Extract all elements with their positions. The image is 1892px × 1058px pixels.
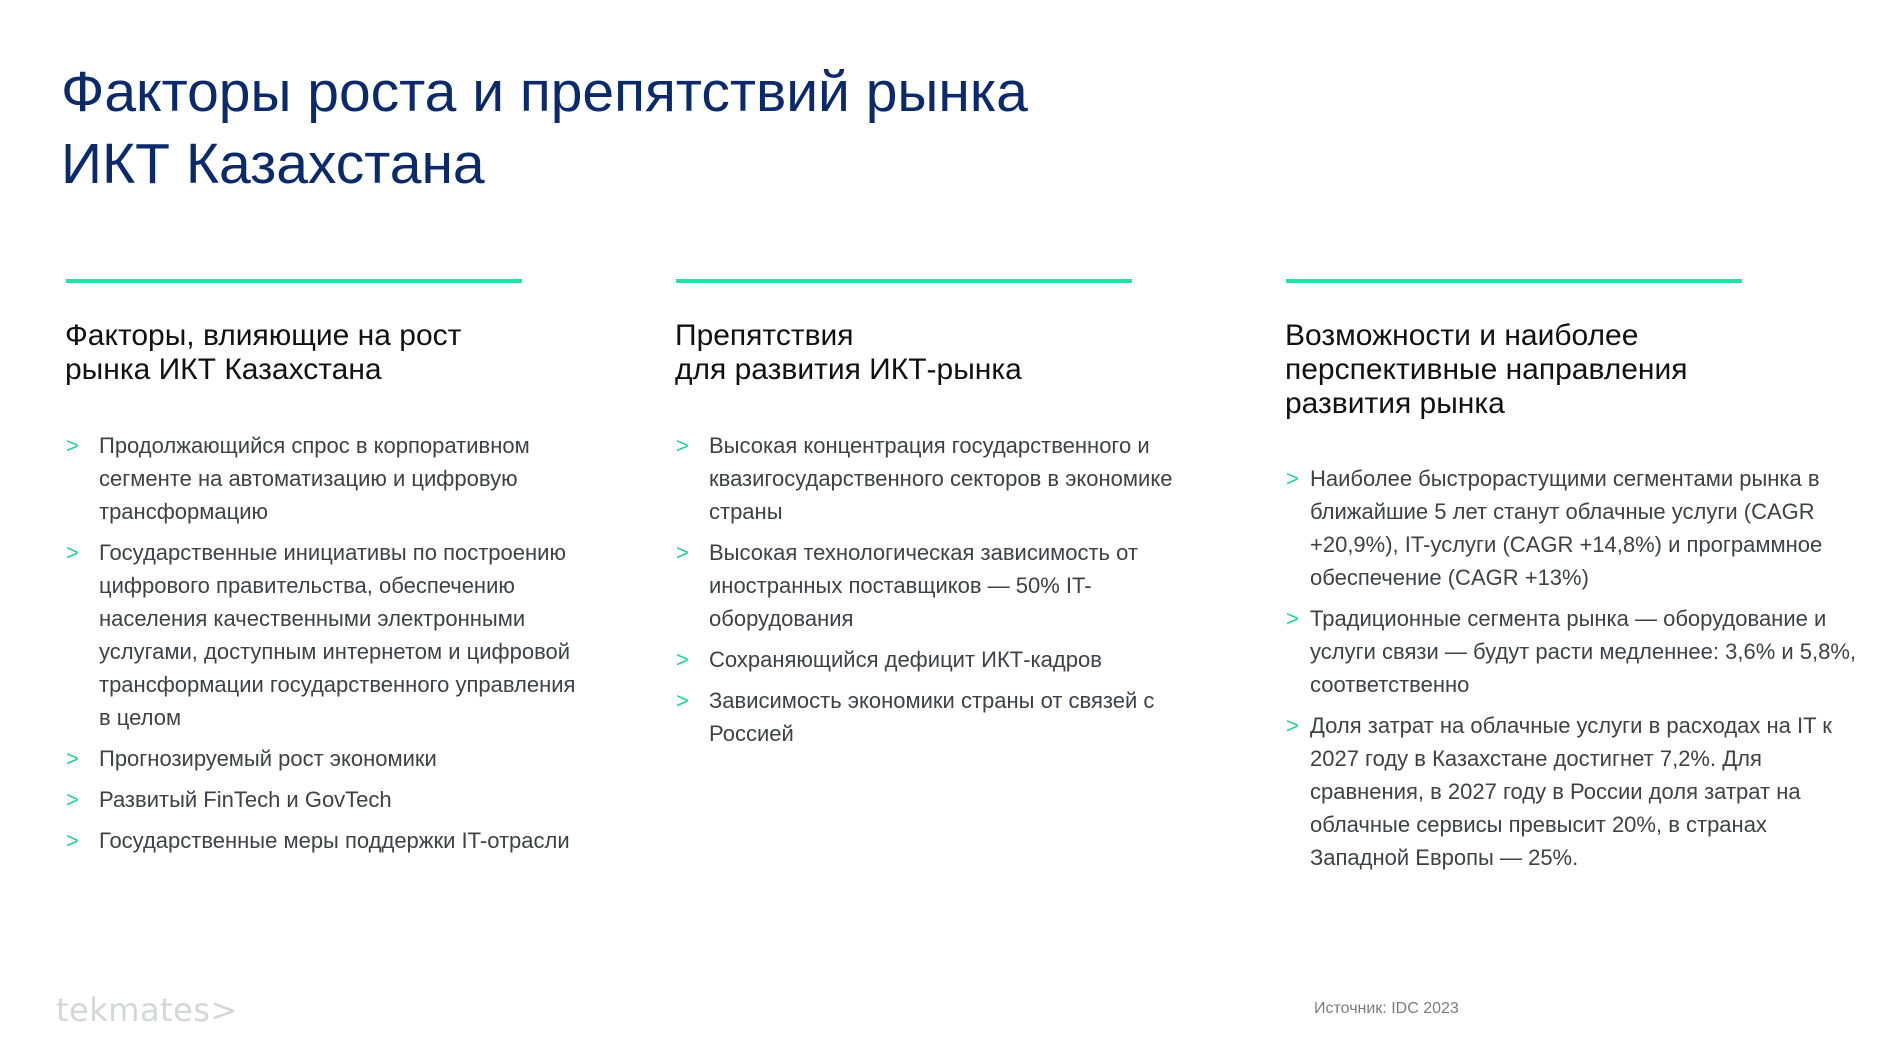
- obstacles-column: [675, 279, 1196, 746]
- chevron-right-icon: >: [1286, 606, 1299, 631]
- page-title-line-2: ИКТ Казахстана: [61, 132, 485, 196]
- chevron-right-icon: >: [66, 787, 79, 812]
- column-heading-line: перспективные направления: [1285, 353, 1688, 386]
- bullet-text: Государственные инициативы по построению цифрового правительства, обеспечению населения качественными электронными услугами, доступным интернетом и цифровой трансформации государственного управления в целом: [99, 540, 576, 730]
- chevron-right-icon: >: [66, 828, 79, 853]
- bullet-item: [676, 429, 1196, 528]
- chevron-right-icon: >: [676, 540, 689, 565]
- source-note: Источник: IDC 2023: [1314, 1000, 1459, 1017]
- bullet-text: Прогнозируемый рост экономики: [99, 746, 437, 771]
- column-heading: [675, 319, 1196, 387]
- bullet-text: Государственные меры поддержки IT-отрасли: [99, 828, 570, 853]
- column-accent-rule: [676, 279, 1132, 283]
- bullet-item: [1286, 602, 1866, 701]
- bullet-text: Высокая технологическая зависимость от иностранных поставщиков — 50% IT-оборудования: [709, 540, 1138, 631]
- bullet-item: [66, 783, 586, 816]
- column-accent-rule: [1286, 279, 1742, 283]
- chevron-right-icon: >: [66, 746, 79, 771]
- bullet-list: [1286, 462, 1866, 882]
- chevron-right-icon: >: [1286, 466, 1299, 491]
- bullet-list: [66, 429, 586, 865]
- column-heading-line: развития рынка: [1285, 387, 1505, 420]
- bullet-item: [676, 684, 1196, 750]
- bullet-item: [66, 429, 586, 528]
- column-heading-line: Препятствия: [675, 319, 854, 352]
- growth-factors-column: [65, 279, 586, 853]
- chevron-right-icon: >: [676, 647, 689, 672]
- column-heading: [65, 319, 586, 387]
- column-heading: [1285, 319, 1866, 421]
- bullet-text: Продолжающийся спрос в корпоративном сегменте на автоматизацию и цифровую трансформацию: [99, 433, 530, 524]
- bullet-item: [676, 536, 1196, 635]
- bullet-item: [66, 824, 586, 857]
- chevron-right-icon: >: [1286, 713, 1299, 738]
- column-heading-line: рынка ИКТ Казахстана: [65, 353, 382, 386]
- page-title: [61, 56, 1028, 200]
- chevron-right-icon: >: [676, 433, 689, 458]
- bullet-text: Наиболее быстрорастущими сегментами рынка в ближайшие 5 лет станут облачные услуги (CAGR +20,9%), IT-услуги (CAGR +14,8%) и программное обеспечение (CAGR +13%): [1310, 466, 1823, 590]
- chevron-right-icon: >: [66, 540, 79, 565]
- bullet-item: [1286, 709, 1866, 874]
- opportunities-column: [1285, 279, 1866, 870]
- bullet-text: Развитый FinTech и GovTech: [99, 787, 392, 812]
- chevron-right-icon: >: [676, 688, 689, 713]
- column-heading-line: для развития ИКТ-рынка: [675, 353, 1022, 386]
- bullet-text: Высокая концентрация государственного и квазигосударственного секторов в экономике страны: [709, 433, 1173, 524]
- bullet-text: Доля затрат на облачные услуги в расходах на IT к 2027 году в Казахстане достигнет 7,2%. Для сравнения, в 2027 году в России доля затрат на облачные сервисы превысит 20%, в странах Западной Европы — 25%.: [1310, 713, 1832, 870]
- bullet-text: Сохраняющийся дефицит ИКТ-кадров: [709, 647, 1102, 672]
- bullet-item: [676, 643, 1196, 676]
- bullet-text: Традиционные сегмента рынка — оборудование и услуги связи — будут расти медленнее: 3,6% и 5,8%, соответственно: [1310, 606, 1857, 697]
- column-heading-line: Возможности и наиболее: [1285, 319, 1639, 352]
- bullet-item: [66, 742, 586, 775]
- bullet-text: Зависимость экономики страны от связей с Россией: [709, 688, 1155, 746]
- brand-logo: tekmates>: [56, 991, 238, 1029]
- bullet-item: [1286, 462, 1866, 594]
- chevron-right-icon: >: [66, 433, 79, 458]
- bullet-item: [66, 536, 586, 734]
- column-heading-line: Факторы, влияющие на рост: [65, 319, 462, 352]
- page-title-line-1: Факторы роста и препятствий рынка: [61, 60, 1028, 124]
- column-accent-rule: [66, 279, 522, 283]
- bullet-list: [676, 429, 1196, 758]
